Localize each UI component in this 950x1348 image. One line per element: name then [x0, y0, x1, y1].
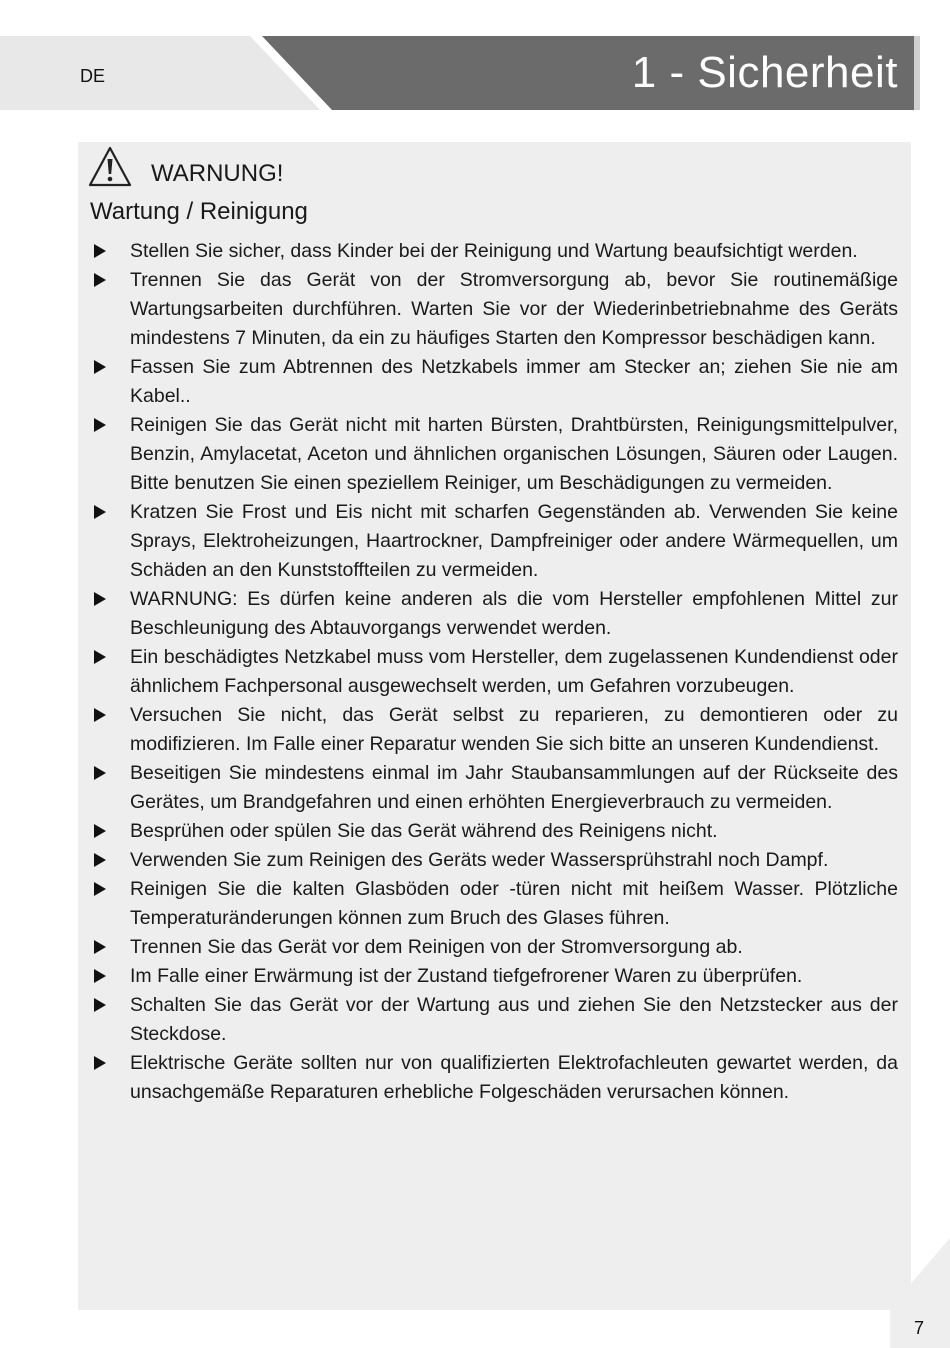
list-item — [90, 701, 898, 759]
list-item-text: Schalten Sie das Gerät vor der Wartung aus und ziehen Sie den Netzstecker aus der Steckdose. — [130, 994, 898, 1045]
triangle-bullet-icon — [94, 708, 106, 722]
triangle-bullet-icon — [94, 273, 106, 287]
triangle-bullet-icon — [94, 650, 106, 664]
triangle-bullet-icon — [94, 969, 106, 983]
list-item — [90, 498, 898, 585]
list-item — [90, 1049, 898, 1107]
list-item-text: Verwenden Sie zum Reinigen des Geräts weder Wassersprühstrahl noch Dampf. — [130, 849, 829, 871]
triangle-bullet-icon — [94, 418, 106, 432]
list-item-text: Reinigen Sie die kalten Glasböden oder -türen nicht mit heißem Wasser. Plötzliche Temperaturänderungen können zum Bruch des Glases führen. — [130, 878, 898, 929]
triangle-bullet-icon — [94, 592, 106, 606]
list-item — [90, 411, 898, 498]
list-item — [90, 353, 898, 411]
page-number: 7 — [913, 1318, 924, 1338]
triangle-bullet-icon — [94, 766, 106, 780]
list-item — [90, 962, 898, 991]
warning-label: WARNUNG! — [151, 160, 284, 187]
triangle-bullet-icon — [94, 824, 106, 838]
list-item — [90, 991, 898, 1049]
section-subheading: Wartung / Reinigung — [90, 198, 308, 225]
list-item — [90, 759, 898, 817]
list-item — [90, 933, 898, 962]
section-title: 1 - Sicherheit — [631, 48, 898, 97]
warning-content-box — [78, 142, 911, 1310]
language-code: DE — [80, 66, 106, 86]
triangle-bullet-icon — [94, 853, 106, 867]
list-item — [90, 585, 898, 643]
list-item-text: Versuchen Sie nicht, das Gerät selbst zu reparieren, zu demontieren oder zu modifizieren. Im Falle einer Reparatur wenden Sie sich bitte an unseren Kundendienst. — [130, 704, 898, 755]
list-item-text: Reinigen Sie das Gerät nicht mit harten Bürsten, Drahtbürsten, Reinigungsmittelpulver, Benzin, Amylacetat, Aceton und ähnlichen organischen Lösungen, Säuren oder Laugen. Bitte benutzen Sie einen speziellem Reiniger, um Beschädigungen zu vermeiden. — [130, 414, 898, 494]
list-item — [90, 266, 898, 353]
list-item-text: Stellen Sie sicher, dass Kinder bei der Reinigung und Wartung beaufsichtigt werden. — [130, 240, 858, 262]
list-item-text: Kratzen Sie Frost und Eis nicht mit scharfen Gegenständen ab. Verwenden Sie keine Sprays, Elektroheizungen, Haartrockner, Dampfreiniger oder andere Wärmequellen, um Schäden an den Kunststoffteilen zu vermeiden. — [130, 501, 898, 581]
triangle-bullet-icon — [94, 940, 106, 954]
list-item-text: Ein beschädigtes Netzkabel muss vom Hersteller, dem zugelassenen Kundendienst oder ähnlichem Fachpersonal ausgewechselt werden, um Gefahren vorzubeugen. — [130, 646, 898, 697]
list-item — [90, 817, 898, 846]
triangle-bullet-icon — [94, 1056, 106, 1070]
list-item-text: WARNUNG: Es dürfen keine anderen als die vom Hersteller empfohlenen Mittel zur Beschleunigung des Abtauvorgangs verwendet werden. — [130, 588, 898, 639]
list-item — [90, 875, 898, 933]
list-item — [90, 846, 898, 875]
safety-bullet-list — [90, 237, 898, 1107]
list-item-text: Trennen Sie das Gerät vor dem Reinigen von der Stromversorgung ab. — [130, 936, 743, 958]
list-item-text: Beseitigen Sie mindestens einmal im Jahr Staubansammlungen auf der Rückseite des Gerätes, um Brandgefahren und einen erhöhten Energieverbrauch zu vermeiden. — [130, 762, 898, 813]
triangle-bullet-icon — [94, 244, 106, 258]
triangle-bullet-icon — [94, 882, 106, 896]
triangle-bullet-icon — [94, 998, 106, 1012]
triangle-bullet-icon — [94, 505, 106, 519]
list-item-text: Elektrische Geräte sollten nur von qualifizierten Elektrofachleuten gewartet werden, da unsachgemäße Reparaturen erhebliche Folgeschäden verursachen können. — [130, 1052, 898, 1103]
list-item-text: Im Falle einer Erwärmung ist der Zustand tiefgefrorener Waren zu überprüfen. — [130, 965, 803, 987]
warning-row — [88, 142, 283, 192]
triangle-bullet-icon — [94, 360, 106, 374]
list-item-text: Besprühen oder spülen Sie das Gerät während des Reinigens nicht. — [130, 820, 718, 842]
list-item-text: Trennen Sie das Gerät von der Stromversorgung ab, bevor Sie routinemäßige Wartungsarbeiten durchführen. Warten Sie vor der Wiederinbetriebnahme des Geräts mindestens 7 Minuten, da ein zu häufiges Starten den Kompressor beschädigen kann. — [130, 269, 898, 349]
warning-triangle-icon — [88, 145, 132, 189]
list-item — [90, 643, 898, 701]
list-item-text: Fassen Sie zum Abtrennen des Netzkabels immer am Stecker an; ziehen Sie nie am Kabel.. — [130, 356, 898, 407]
list-item — [90, 237, 898, 266]
